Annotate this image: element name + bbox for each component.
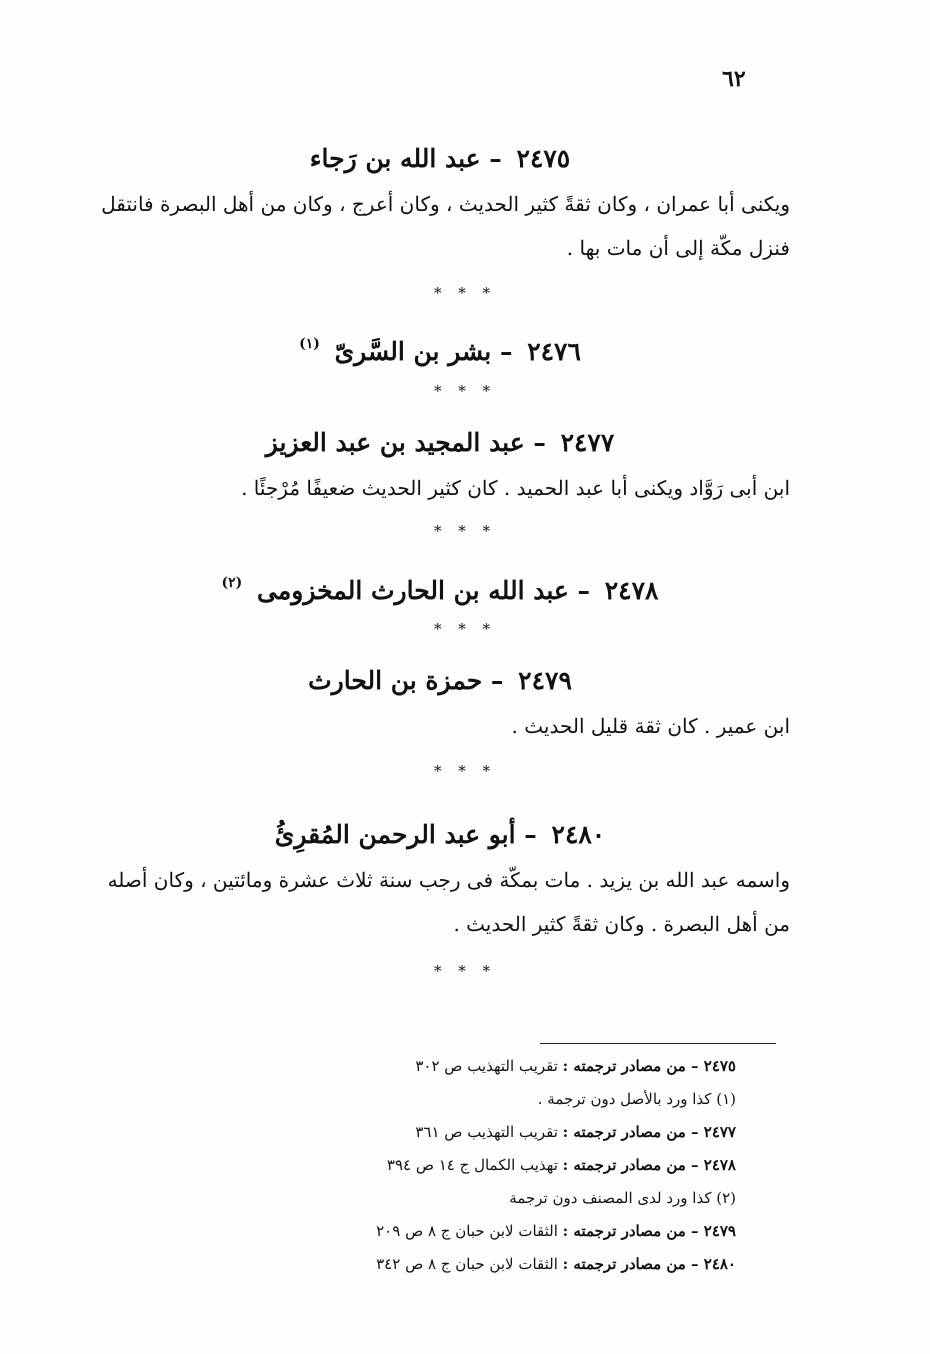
section-separator: * * * xyxy=(433,762,497,780)
entry-heading xyxy=(90,564,790,610)
entry-number: ٢٤٧٨ xyxy=(604,576,659,605)
entry-number: ٢٤٧٦ xyxy=(527,337,581,366)
footnote-label: ٢٤٧٨ – من مصادر ترجمته : xyxy=(562,1156,736,1174)
footnote-label: ٢٤٧٧ – من مصادر ترجمته : xyxy=(562,1123,736,1141)
page-number: ٦٢ xyxy=(722,66,746,92)
section-separator: * * * xyxy=(433,962,497,980)
entry-2476 xyxy=(90,325,790,371)
footnote-item xyxy=(200,1182,736,1215)
entry-2478 xyxy=(90,564,790,610)
footnote-text: تهذيب الكمال ج ١٤ ص ٣٩٤ xyxy=(386,1156,558,1174)
section-separator: * * * xyxy=(433,620,497,638)
entry-heading xyxy=(90,325,790,371)
section-separator: * * * xyxy=(433,522,497,540)
entry-heading xyxy=(90,140,790,178)
footnote-text: (٢) كذا ورد لدى المصنف دون ترجمة xyxy=(509,1189,736,1207)
entry-name: – عبد الله بن الحارث المخزومى xyxy=(257,576,591,605)
entry-name: – حمزة بن الحارث xyxy=(308,666,504,695)
footnote-label: ٢٤٧٥ – من مصادر ترجمته : xyxy=(562,1057,736,1075)
entry-body: ويكنى أبا عمران ، وكان ثقةً كثير الحديث ، وكان أعرج ، وكان من أهل البصرة فانتقل فنزل مكّة إلى أن مات بها . xyxy=(101,192,790,260)
entry-number: ٢٤٧٥ xyxy=(516,144,571,173)
entry-heading xyxy=(90,662,790,700)
footnote-text: (١) كذا ورد بالأصل دون ترجمة . xyxy=(537,1090,736,1108)
entry-name: – بشر بن السَّرىّ xyxy=(334,337,513,366)
entry-2479 xyxy=(90,662,790,748)
entry-number: ٢٤٨٠ xyxy=(551,820,606,849)
footnote-text: الثقات لابن حبان ج ٨ ص ٢٠٩ xyxy=(376,1222,558,1240)
entry-heading xyxy=(90,424,790,462)
entry-body: ابن أبى رَوَّاد ويكنى أبا عبد الحميد . كان كثير الحديث ضعيفًا مُرْجئًا . xyxy=(241,476,790,500)
entry-2480 xyxy=(90,816,790,946)
footnote-label: ٢٤٧٩ – من مصادر ترجمته : xyxy=(562,1222,736,1240)
footnote-item xyxy=(200,1116,736,1149)
entry-number: ٢٤٧٩ xyxy=(518,666,572,695)
entry-number: ٢٤٧٧ xyxy=(560,428,615,457)
footnote-item xyxy=(200,1083,736,1116)
footnote-label: ٢٤٨٠ – من مصادر ترجمته : xyxy=(562,1255,736,1273)
entry-name: – عبد المجيد بن عبد العزيز xyxy=(265,428,546,457)
footnote-mark: (٢) xyxy=(221,575,243,591)
entry-name: – أبو عبد الرحمن المُقرِئُ xyxy=(274,820,537,849)
footnote-item xyxy=(200,1149,736,1182)
footnote-mark: (١) xyxy=(299,336,320,352)
entry-body: واسمه عبد الله بن يزيد . مات بمكّة فى رجب سنة ثلاث عشرة ومائتين ، وكان أصله من أهل البصرة . وكان ثقةً كثير الحديث . xyxy=(107,868,790,936)
entry-heading xyxy=(90,816,790,854)
footnote-item xyxy=(200,1248,736,1281)
footnote-item xyxy=(200,1215,736,1248)
footnote-text: تقريب التهذيب ص ٣٠٢ xyxy=(415,1057,558,1075)
footnotes xyxy=(200,1050,736,1281)
section-separator: * * * xyxy=(433,284,497,302)
section-separator: * * * xyxy=(433,382,497,400)
entry-name: – عبد الله بن رَجاء xyxy=(309,144,502,173)
footnote-item xyxy=(200,1050,736,1083)
footnote-divider xyxy=(540,1043,776,1044)
entry-2477 xyxy=(90,424,790,510)
footnote-text: تقريب التهذيب ص ٣٦١ xyxy=(415,1123,558,1141)
entry-2475 xyxy=(90,140,790,270)
footnote-text: الثقات لابن حبان ج ٨ ص ٣٤٢ xyxy=(376,1255,558,1273)
entry-body: ابن عمير . كان ثقة قليل الحديث . xyxy=(511,714,790,738)
